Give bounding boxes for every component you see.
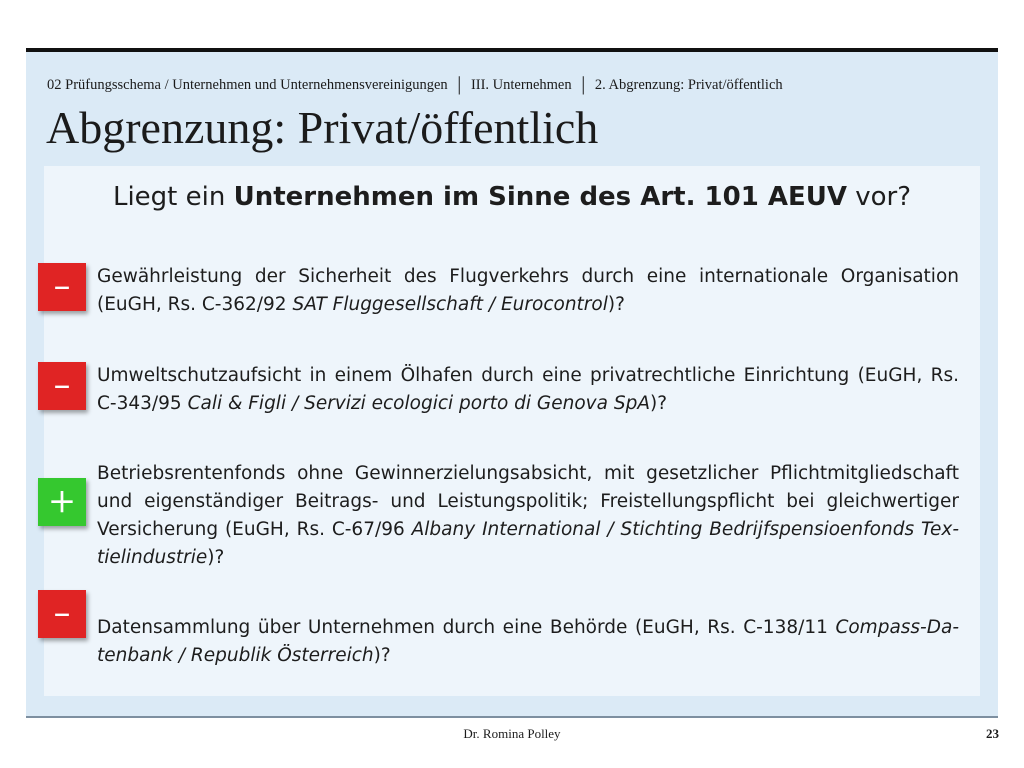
case-item bbox=[97, 362, 959, 418]
case-text: Betriebsrentenfonds ohne Gewinnerzielungsabsicht, mit gesetzlicher Pflichtmitgliedschaft und eigenständiger Beitrags- und Leistungspolitik; Freistellungspflicht bei gleichwertiger Versicherung (EuGH, Rs. C-67/96 bbox=[97, 463, 959, 540]
case-text-end: )? bbox=[373, 645, 391, 666]
case-text-end: )? bbox=[207, 547, 225, 568]
case-item bbox=[97, 614, 959, 670]
breadcrumb-item-section: 02 Prüfungsschema / Unternehmen und Unternehmensvereinigungen bbox=[47, 77, 448, 93]
breadcrumb-separator: | bbox=[457, 73, 462, 95]
top-divider bbox=[26, 48, 998, 52]
case-name: Compass-Datenbank / Republik Österreich bbox=[97, 617, 959, 666]
breadcrumb-separator: | bbox=[581, 73, 586, 95]
bottom-divider bbox=[26, 716, 998, 718]
case-item bbox=[97, 460, 959, 572]
case-item bbox=[97, 263, 959, 319]
breadcrumb bbox=[47, 72, 783, 95]
case-name: Albany International / Stichting Bedrijfspensioenfonds Textielindustrie bbox=[97, 519, 960, 568]
page-number: 23 bbox=[986, 726, 999, 741]
page-title: Abgrenzung: Privat/öffentlich bbox=[46, 102, 599, 153]
minus-badge-icon: – bbox=[38, 362, 86, 410]
breadcrumb-item-topic: 2. Abgrenzung: Privat/öffentlich bbox=[594, 77, 783, 93]
footer-author: Dr. Romina Polley bbox=[463, 726, 561, 741]
case-text: Umweltschutzaufsicht in einem Ölhafen durch eine privatrechtliche Einrichtung (EuGH, Rs. C-343/95 bbox=[97, 365, 959, 414]
question-bold-term: Unternehmen im Sinne des Art. 101 AEUV bbox=[233, 182, 847, 212]
plus-badge-icon: + bbox=[38, 478, 86, 526]
case-name: SAT Fluggesellschaft / Eurocontrol bbox=[292, 294, 608, 315]
case-text: Datensammlung über Unternehmen durch eine Behörde (EuGH, Rs. C-138/11 bbox=[97, 617, 836, 638]
case-text-end: )? bbox=[650, 393, 668, 414]
minus-badge-icon: – bbox=[38, 263, 86, 311]
case-text-end: )? bbox=[607, 294, 625, 315]
case-text: Gewährleistung der Sicherheit des Flugverkehrs durch eine internationale Organisation (EuGH, Rs. C-362/92 bbox=[97, 266, 959, 315]
question-prefix: Liegt ein bbox=[112, 182, 234, 212]
question-suffix: vor? bbox=[846, 182, 912, 212]
minus-badge-icon: – bbox=[38, 590, 86, 638]
case-name: Cali & Figli / Servizi ecologici porto di Genova SpA bbox=[187, 393, 650, 414]
breadcrumb-item-chapter: III. Unternehmen bbox=[470, 77, 572, 93]
question-heading bbox=[44, 182, 980, 212]
